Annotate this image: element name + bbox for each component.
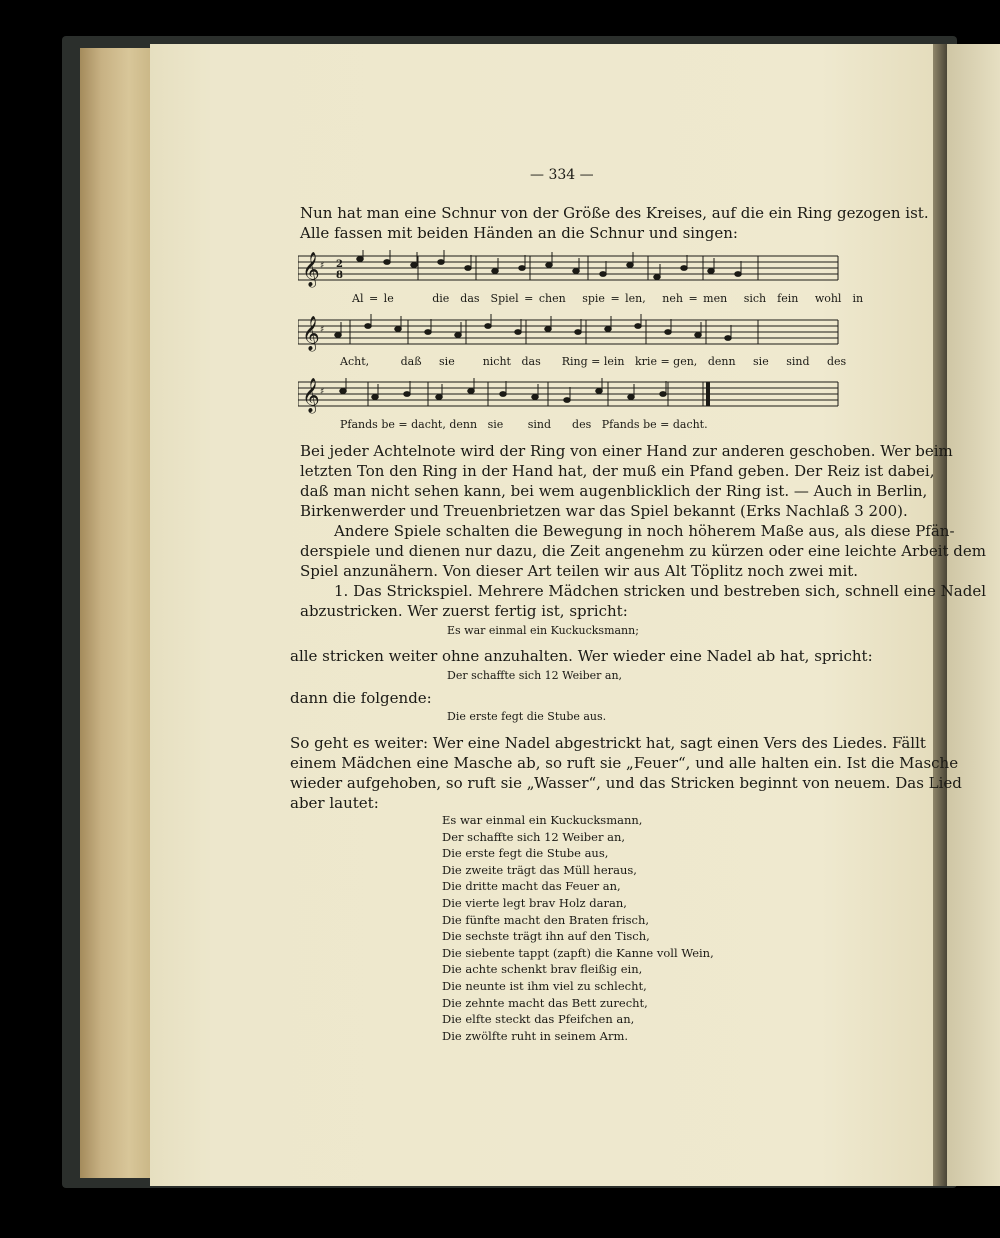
paragraph-line: derspiele und dienen nur dazu, die Zeit angenehm zu kürzen oder eine leichte Arbeit dem xyxy=(300,542,986,560)
note-head xyxy=(357,257,364,262)
note-head xyxy=(665,330,672,335)
quote-line: Die erste fegt die Stube aus. xyxy=(447,710,607,723)
note-head xyxy=(545,327,552,332)
poem-line: Die zehnte macht das Bett zurecht, xyxy=(442,995,648,1010)
page-number: — 334 — xyxy=(530,167,594,183)
note-head xyxy=(660,392,667,397)
poem-line: Die vierte legt brav Holz daran, xyxy=(442,895,627,910)
note-head xyxy=(635,324,642,329)
note-head xyxy=(436,395,443,400)
svg-text:♯: ♯ xyxy=(320,325,325,335)
note-head xyxy=(725,336,732,341)
music-staff-1 xyxy=(298,250,843,290)
note-head xyxy=(681,266,688,271)
intro-line: Alle fassen mit beiden Händen an die Schnur und singen: xyxy=(300,224,738,242)
paragraph-line: dann die folgende: xyxy=(290,689,432,707)
svg-text:♯: ♯ xyxy=(320,387,325,397)
poem-line: Die siebente tappt (zapft) die Kanne voll Wein, xyxy=(442,945,714,960)
note-head xyxy=(708,269,715,274)
lyric-line-3: Pfands be = dacht, denn sie sind des Pfands be = dacht. xyxy=(340,418,708,431)
poem-line: Der schaffte sich 12 Weiber an, xyxy=(442,829,626,844)
note-head xyxy=(564,398,571,403)
poem-line: Die achte schenkt brav fleißig ein, xyxy=(442,962,643,977)
note-head xyxy=(404,392,411,397)
note-head xyxy=(411,263,418,268)
lyric-line-2: Acht, daß sie nicht das Ring = lein krie = gen, denn sie sind des xyxy=(340,355,847,368)
note-head xyxy=(492,269,499,274)
paragraph-line: abzustricken. Wer zuerst fertig ist, spricht: xyxy=(300,602,628,620)
note-head xyxy=(573,269,580,274)
note-head xyxy=(654,275,661,280)
paragraph-line: daß man nicht sehen kann, bei wem augenblicklich der Ring ist. — Auch in Berlin, xyxy=(300,482,928,500)
paragraph-line: 1. Das Strickspiel. Mehrere Mädchen stricken und bestreben sich, schnell eine Nadel xyxy=(334,582,987,600)
facing-page-edge xyxy=(947,44,1000,1186)
svg-text:𝄞: 𝄞 xyxy=(302,378,320,413)
music-staff-3 xyxy=(298,376,843,416)
svg-text:𝄞: 𝄞 xyxy=(302,252,320,287)
paragraph-line: alle stricken weiter ohne anzuhalten. Wer wieder eine Nadel ab hat, spricht: xyxy=(290,647,873,665)
note-head xyxy=(468,389,475,394)
note-head xyxy=(372,395,379,400)
svg-text:𝄞: 𝄞 xyxy=(302,316,320,351)
svg-text:8: 8 xyxy=(336,270,343,281)
note-head xyxy=(365,324,372,329)
note-head xyxy=(735,272,742,277)
quote-line: Der schaffte sich 12 Weiber an, xyxy=(447,669,623,682)
note-head xyxy=(628,395,635,400)
svg-text:2: 2 xyxy=(336,259,343,270)
note-head xyxy=(515,330,522,335)
note-head xyxy=(596,389,603,394)
paragraph-line: aber lautet: xyxy=(290,794,379,812)
note-head xyxy=(695,333,702,338)
lyric-line-1: Al = le die das Spiel = chen spie = len, neh = men sich fein wohl in xyxy=(352,292,864,305)
paragraph-line: Bei jeder Achtelnote wird der Ring von einer Hand zur anderen geschoben. Wer beim xyxy=(300,442,953,460)
note-head xyxy=(600,272,607,277)
note-head xyxy=(384,260,391,265)
paragraph-line: einem Mädchen eine Masche ab, so ruft sie „Feuer“, und alle halten ein. Ist die Masche xyxy=(290,754,959,772)
note-head xyxy=(605,327,612,332)
intro-line: Nun hat man eine Schnur von der Größe des Kreises, auf die ein Ring gezogen ist. xyxy=(300,204,929,222)
poem-line: Die erste fegt die Stube aus, xyxy=(442,846,609,861)
poem-line: Die dritte macht das Feuer an, xyxy=(442,879,621,894)
paragraph-line: wieder aufgehoben, so ruft sie „Wasser“, und das Stricken beginnt von neuem. Das Lied xyxy=(290,774,962,792)
note-head xyxy=(465,266,472,271)
poem-line: Die fünfte macht den Braten frisch, xyxy=(442,912,650,927)
note-head xyxy=(546,263,553,268)
note-head xyxy=(395,327,402,332)
book-gutter xyxy=(933,44,947,1186)
note-head xyxy=(438,260,445,265)
note-head xyxy=(627,263,634,268)
poem xyxy=(442,812,714,1044)
note-head xyxy=(455,333,462,338)
note-head xyxy=(485,324,492,329)
paragraph-line: letzten Ton den Ring in der Hand hat, der muß ein Pfand geben. Der Reiz ist dabei, xyxy=(300,462,935,480)
poem-line: Die neunte ist ihm viel zu schlecht, xyxy=(442,978,647,993)
note-head xyxy=(335,333,342,338)
music-staff-2 xyxy=(298,314,843,354)
paragraph-line: Andere Spiele schalten die Bewegung in noch höherem Maße aus, als diese Pfän- xyxy=(334,522,955,540)
note-head xyxy=(519,266,526,271)
poem-line: Die zweite trägt das Müll heraus, xyxy=(442,862,637,877)
note-head xyxy=(500,392,507,397)
poem-line: Die elfte steckt das Pfeifchen an, xyxy=(442,1012,635,1027)
poem-line: Es war einmal ein Kuckucksmann, xyxy=(442,813,643,827)
paragraph-line: Birkenwerder und Treuenbrietzen war das Spiel bekannt (Erks Nachlaß 3 200). xyxy=(300,502,908,520)
note-head xyxy=(575,330,582,335)
page-edges xyxy=(80,48,150,1178)
quote-line: Es war einmal ein Kuckucksmann; xyxy=(447,624,639,637)
note-head xyxy=(425,330,432,335)
note-head xyxy=(532,395,539,400)
note-head xyxy=(340,389,347,394)
poem-line: Die zwölfte ruht in seinem Arm. xyxy=(442,1028,629,1043)
poem-line: Die sechste trägt ihn auf den Tisch, xyxy=(442,929,650,944)
svg-text:♯: ♯ xyxy=(320,261,325,271)
paragraph-line: So geht es weiter: Wer eine Nadel abgestrickt hat, sagt einen Vers des Liedes. Fällt xyxy=(290,734,926,752)
paragraph-line: Spiel anzunähern. Von dieser Art teilen wir aus Alt Töplitz noch zwei mit. xyxy=(300,562,859,580)
